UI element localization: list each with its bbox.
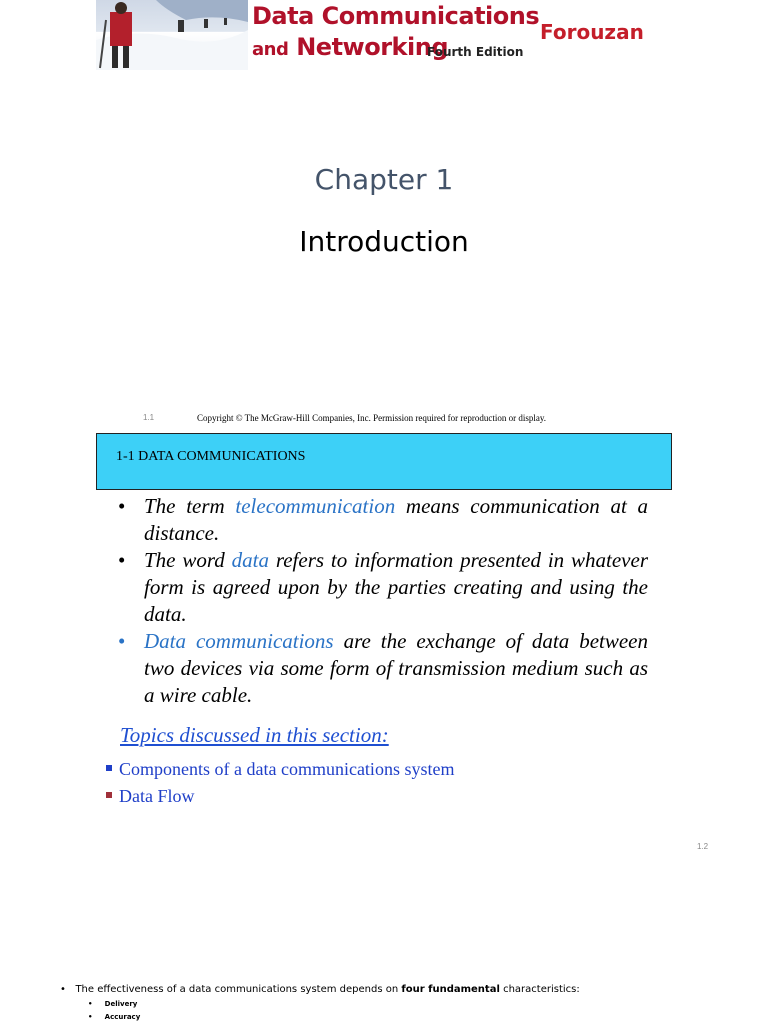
topic-item — [106, 759, 454, 780]
square-bullet-icon — [106, 792, 112, 798]
statement-bold: four fundamental — [401, 984, 500, 995]
topic-label: Data Flow — [119, 786, 195, 806]
list-item — [108, 547, 648, 628]
square-bullet-icon — [106, 765, 112, 771]
statement-text: characteristics: — [499, 984, 580, 995]
highlight-term: data — [231, 548, 269, 572]
chapter-heading: Chapter 1 — [314, 163, 454, 196]
topics-heading: Topics discussed in this section: — [120, 723, 389, 747]
book-edition: Fourth Edition — [427, 45, 524, 59]
book-title-networking: Networking — [296, 33, 449, 61]
bullet-text: are the exchange of data between two devices via some form of transmission medium such as a wire cable. — [144, 629, 648, 707]
book-title-and: and — [252, 39, 289, 60]
book-title-line1: Data Communications — [252, 2, 540, 30]
bullet-icon: • — [118, 548, 126, 572]
book-author: Forouzan — [540, 20, 644, 44]
bullet-icon: • — [118, 629, 126, 653]
bullet-text: The word — [144, 548, 232, 572]
topic-label: Components of a data communications system — [119, 759, 455, 779]
effectiveness-statement: • The effectiveness of a data communications system depends on four fundamental characteristics: — [60, 984, 580, 995]
bullet-text: refers to information presented in whatever form is agreed upon by the parties creating and using the data. — [144, 548, 648, 626]
statement-text: The effectiveness of a data communications system depends on — [75, 984, 402, 995]
climbers-photo — [96, 0, 248, 70]
section-title: 1-1 DATA COMMUNICATIONS — [116, 449, 306, 464]
list-item: • Delivery — [88, 1000, 138, 1008]
bullet-icon: • — [118, 494, 126, 518]
list-item: • Accuracy — [88, 1013, 141, 1021]
slide-number: 1.2 — [697, 842, 709, 851]
bullet-text: means communication at a distance. — [144, 494, 648, 545]
list-item — [108, 628, 648, 709]
book-title-line2 — [252, 33, 448, 61]
book-banner — [96, 0, 644, 70]
chapter-title: Introduction — [299, 225, 469, 258]
bullet-text: The term — [144, 494, 236, 518]
section-header-box — [96, 433, 672, 490]
topic-item — [106, 786, 195, 807]
list-item — [108, 493, 648, 547]
definition-list — [108, 493, 648, 709]
characteristic-label: Delivery — [104, 1000, 138, 1008]
highlight-term: telecommunication — [235, 494, 396, 518]
characteristic-label: Accuracy — [104, 1013, 141, 1021]
highlight-term: Data communications — [144, 629, 334, 653]
slide-number: 1.1 — [143, 413, 155, 422]
copyright-notice: Copyright © The McGraw-Hill Companies, Inc. Permission required for reproduction or display. — [197, 413, 547, 423]
